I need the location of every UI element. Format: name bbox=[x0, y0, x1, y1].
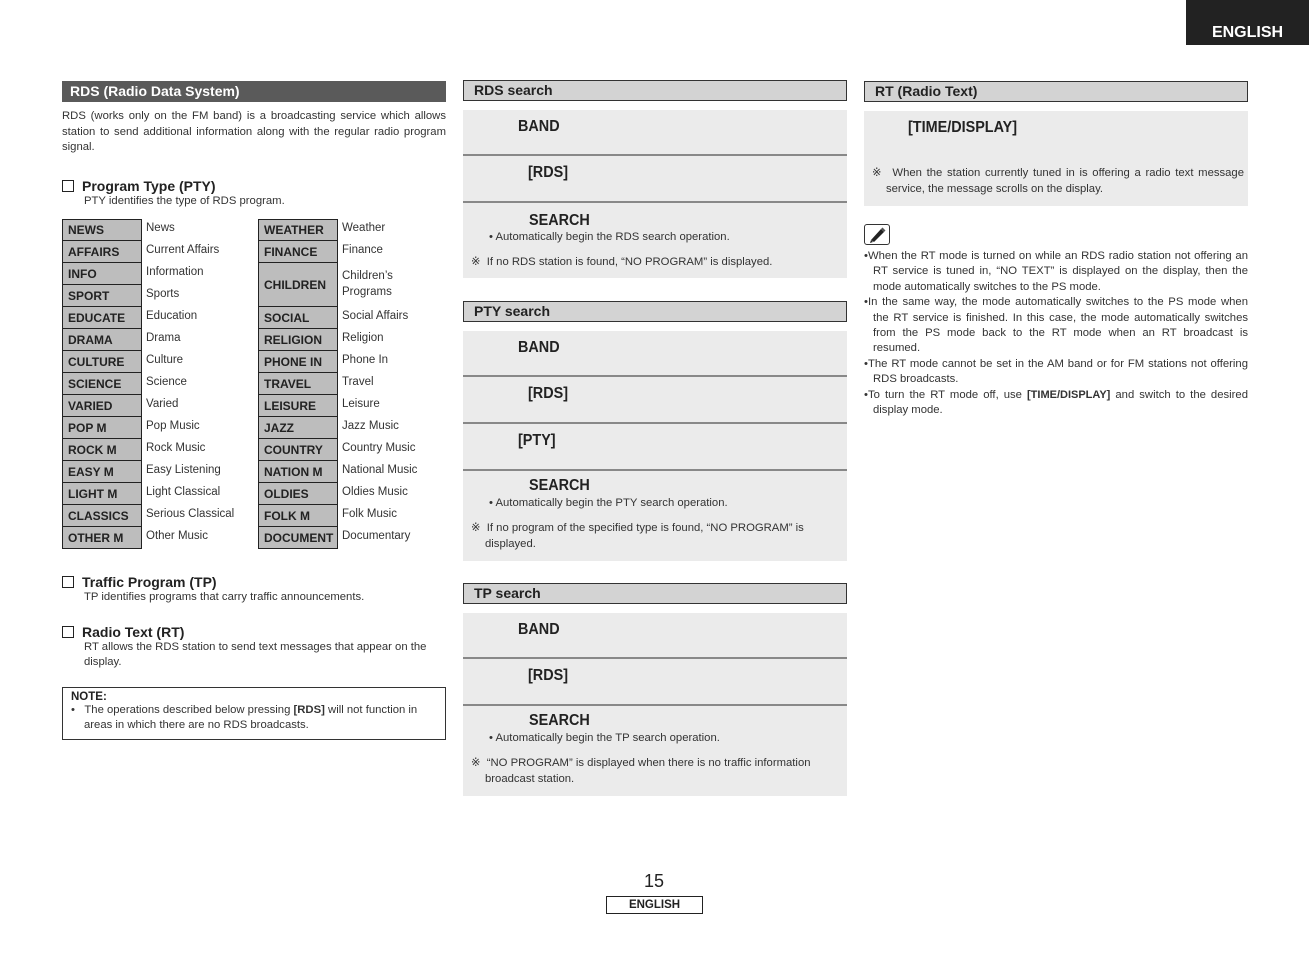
rds-search-step-2 bbox=[463, 156, 847, 203]
pty-code: FINANCE bbox=[258, 241, 338, 263]
table-row bbox=[258, 483, 448, 505]
pencil-icon-glyph bbox=[865, 225, 889, 244]
section-title-rds: RDS (Radio Data System) bbox=[62, 81, 446, 102]
tp-heading bbox=[62, 574, 446, 590]
pty-code: JAZZ bbox=[258, 417, 338, 439]
language-tab: ENGLISH bbox=[1186, 0, 1309, 45]
pty-search-note: ※ If no program of the specified type is found, “NO PROGRAM” is displayed. bbox=[471, 522, 804, 550]
pty-name: Travel bbox=[342, 376, 374, 388]
list-item: •When the RT mode is turned on while an RDS radio station not offering an RT service is tuned in, “NO TEXT” is displayed on the display, then the mode automatically switches to the PS mode. bbox=[864, 250, 1248, 293]
note-title: NOTE: bbox=[71, 690, 107, 703]
pty-code: LIGHT M bbox=[62, 483, 142, 505]
pty-code: SPORT bbox=[62, 285, 142, 307]
rds-intro: RDS (works only on the FM band) is a broadcasting service which allows station to send additional information along with the regular radio program signal. bbox=[62, 110, 446, 153]
rds-search-note: ※ If no RDS station is found, “NO PROGRAM” is displayed. bbox=[471, 256, 773, 268]
rt-description: RT allows the RDS station to send text messages that appear on the display. bbox=[84, 640, 427, 668]
rds-key: [RDS] bbox=[528, 667, 568, 684]
pty-name: Country Music bbox=[342, 442, 416, 454]
rds-overview-column bbox=[62, 81, 446, 740]
pty-code: POP M bbox=[62, 417, 142, 439]
search-key: SEARCH bbox=[529, 477, 590, 494]
table-row bbox=[62, 439, 252, 461]
pty-code: FOLK M bbox=[258, 505, 338, 527]
pty-name: Current Affairs bbox=[146, 244, 220, 256]
rt-section bbox=[864, 81, 1248, 206]
pty-code: OLDIES bbox=[258, 483, 338, 505]
table-row bbox=[62, 351, 252, 373]
pty-code: DOCUMENT bbox=[258, 527, 338, 549]
pty-name: Finance bbox=[342, 244, 383, 256]
tp-search-bullet: • Automatically begin the TP search operation. bbox=[489, 732, 720, 744]
tp-description: TP identifies programs that carry traffic announcements. bbox=[84, 591, 365, 603]
pty-code: RELIGION bbox=[258, 329, 338, 351]
pty-name: National Music bbox=[342, 464, 418, 476]
pty-name: Folk Music bbox=[342, 508, 397, 520]
pty-code: LEISURE bbox=[258, 395, 338, 417]
table-row bbox=[62, 307, 252, 329]
table-row bbox=[62, 527, 252, 549]
pty-code: OTHER M bbox=[62, 527, 142, 549]
table-row bbox=[258, 417, 448, 439]
pty-name: Pop Music bbox=[146, 420, 200, 432]
pty-name: Education bbox=[146, 310, 198, 322]
pty-name: Culture bbox=[146, 354, 184, 366]
table-row bbox=[62, 285, 252, 307]
pty-name: News bbox=[146, 222, 175, 234]
pty-table bbox=[62, 219, 446, 550]
pty-code: WEATHER bbox=[258, 219, 338, 241]
section-title-tp-search: TP search bbox=[463, 583, 847, 604]
pty-name: Leisure bbox=[342, 398, 380, 410]
table-row bbox=[62, 241, 252, 263]
pty-search-step-4 bbox=[463, 471, 847, 561]
rds-key: [RDS] bbox=[528, 164, 568, 181]
search-key: SEARCH bbox=[529, 212, 590, 229]
pty-search-step-1 bbox=[463, 331, 847, 377]
pty-code: CHILDREN bbox=[258, 263, 338, 307]
rt-step-1 bbox=[864, 111, 1248, 206]
tp-search-note: ※ “NO PROGRAM” is displayed when there is no traffic information broadcast station. bbox=[471, 757, 811, 785]
pty-code: NEWS bbox=[62, 219, 142, 241]
pty-name: Other Music bbox=[146, 530, 208, 542]
rt-heading bbox=[62, 624, 446, 640]
pty-search-section bbox=[463, 301, 847, 561]
pty-code: INFO bbox=[62, 263, 142, 285]
pty-name: Serious Classical bbox=[146, 508, 235, 520]
list-item: •The RT mode cannot be set in the AM band or for FM stations not offering RDS broadcasts. bbox=[864, 357, 1248, 386]
pty-code: SCIENCE bbox=[62, 373, 142, 395]
pty-name: Science bbox=[146, 376, 187, 388]
rds-search-step-3 bbox=[463, 203, 847, 278]
pty-name: Oldies Music bbox=[342, 486, 408, 498]
tp-heading-label: Traffic Program (TP) bbox=[82, 574, 217, 590]
pty-code: SOCIAL bbox=[258, 307, 338, 329]
note-box bbox=[62, 687, 446, 740]
tp-search-step-1 bbox=[463, 613, 847, 659]
table-row bbox=[258, 263, 438, 307]
pty-description: PTY identifies the type of RDS program. bbox=[84, 194, 285, 207]
pty-name: Varied bbox=[146, 398, 179, 410]
pty-code: TRAVEL bbox=[258, 373, 338, 395]
pty-name: Religion bbox=[342, 332, 384, 344]
footer-language: ENGLISH bbox=[606, 896, 703, 914]
table-row bbox=[258, 307, 448, 329]
pty-name: Drama bbox=[146, 332, 181, 344]
table-row bbox=[62, 483, 252, 505]
table-row bbox=[258, 505, 448, 527]
pty-code: VARIED bbox=[62, 395, 142, 417]
section-title-rt: RT (Radio Text) bbox=[864, 81, 1248, 102]
section-title-rds-search: RDS search bbox=[463, 80, 847, 101]
pty-name: Jazz Music bbox=[342, 420, 399, 432]
pty-name: Information bbox=[146, 266, 204, 278]
table-row bbox=[62, 395, 252, 417]
table-row bbox=[62, 417, 252, 439]
rds-search-section bbox=[463, 80, 847, 278]
table-row bbox=[62, 329, 252, 351]
table-row bbox=[258, 351, 448, 373]
rt-tips bbox=[864, 249, 1248, 418]
pty-search-step-3 bbox=[463, 424, 847, 471]
time-display-key: [TIME/DISPLAY] bbox=[908, 119, 1018, 136]
pty-code: CLASSICS bbox=[62, 505, 142, 527]
note-text: • The operations described below pressing [RDS] will not function in areas in which there are no RDS broadcasts. bbox=[71, 703, 418, 731]
rds-search-bullet: • Automatically begin the RDS search operation. bbox=[489, 231, 730, 243]
band-key: BAND bbox=[518, 621, 560, 638]
pty-search-step-2 bbox=[463, 377, 847, 424]
table-row bbox=[258, 219, 448, 241]
pty-code: NATION M bbox=[258, 461, 338, 483]
list-item: •To turn the RT mode off, use [TIME/DISPLAY] and switch to the desired display mode. bbox=[864, 388, 1248, 417]
table-row bbox=[62, 505, 252, 527]
pty-code: EASY M bbox=[62, 461, 142, 483]
pty-heading-label: Program Type (PTY) bbox=[82, 177, 216, 194]
rds-search-step-1 bbox=[463, 110, 847, 156]
pty-code: AFFAIRS bbox=[62, 241, 142, 263]
tp-search-section bbox=[463, 583, 847, 796]
pty-name: Sports bbox=[146, 288, 180, 300]
pty-name: Easy Listening bbox=[146, 464, 221, 476]
table-row bbox=[62, 263, 252, 285]
pty-name: Rock Music bbox=[146, 442, 206, 454]
table-row bbox=[258, 439, 448, 461]
section-title-pty-search: PTY search bbox=[463, 301, 847, 322]
pty-code: ROCK M bbox=[62, 439, 142, 461]
rds-key: [RDS] bbox=[528, 385, 568, 402]
table-row bbox=[258, 527, 448, 549]
pty-code: DRAMA bbox=[62, 329, 142, 351]
band-key: BAND bbox=[518, 339, 560, 356]
pty-name: Light Classical bbox=[146, 486, 221, 498]
pty-code: EDUCATE bbox=[62, 307, 142, 329]
table-row bbox=[258, 241, 448, 263]
table-row bbox=[62, 219, 252, 241]
table-row bbox=[258, 395, 448, 417]
checkbox-icon bbox=[62, 576, 74, 588]
rt-note: ※ When the station currently tuned in is offering a radio text message service, the message scrolls on the display. bbox=[872, 167, 1244, 195]
tp-search-step-2 bbox=[463, 659, 847, 706]
table-row bbox=[258, 329, 448, 351]
pty-code: PHONE IN bbox=[258, 351, 338, 373]
checkbox-icon bbox=[62, 180, 74, 192]
pty-code: CULTURE bbox=[62, 351, 142, 373]
pty-name: Documentary bbox=[342, 530, 411, 542]
tp-search-step-3 bbox=[463, 706, 847, 796]
pty-key: [PTY] bbox=[518, 432, 556, 449]
pty-name: Social Affairs bbox=[342, 310, 409, 322]
pencil-icon bbox=[864, 224, 890, 245]
pty-name: Children’s Programs bbox=[342, 270, 393, 298]
page-number: 15 bbox=[643, 871, 665, 891]
pty-heading bbox=[62, 178, 446, 194]
pty-search-bullet: • Automatically begin the PTY search operation. bbox=[489, 497, 728, 509]
list-item: •In the same way, the mode automatically switches to the PS mode when the RT service is finished. In this case, the mode automatically switches from the PS mode back to the RT mode when an RT broadcast is resumed. bbox=[864, 296, 1248, 355]
table-row bbox=[62, 461, 252, 483]
pty-code: COUNTRY bbox=[258, 439, 338, 461]
pty-name: Phone In bbox=[342, 354, 389, 366]
table-row bbox=[258, 373, 448, 395]
table-row bbox=[62, 373, 252, 395]
pty-name: Weather bbox=[342, 222, 386, 234]
table-row bbox=[258, 461, 448, 483]
search-key: SEARCH bbox=[529, 712, 590, 729]
checkbox-icon bbox=[62, 626, 74, 638]
band-key: BAND bbox=[518, 118, 560, 135]
rt-heading-label: Radio Text (RT) bbox=[82, 623, 185, 640]
